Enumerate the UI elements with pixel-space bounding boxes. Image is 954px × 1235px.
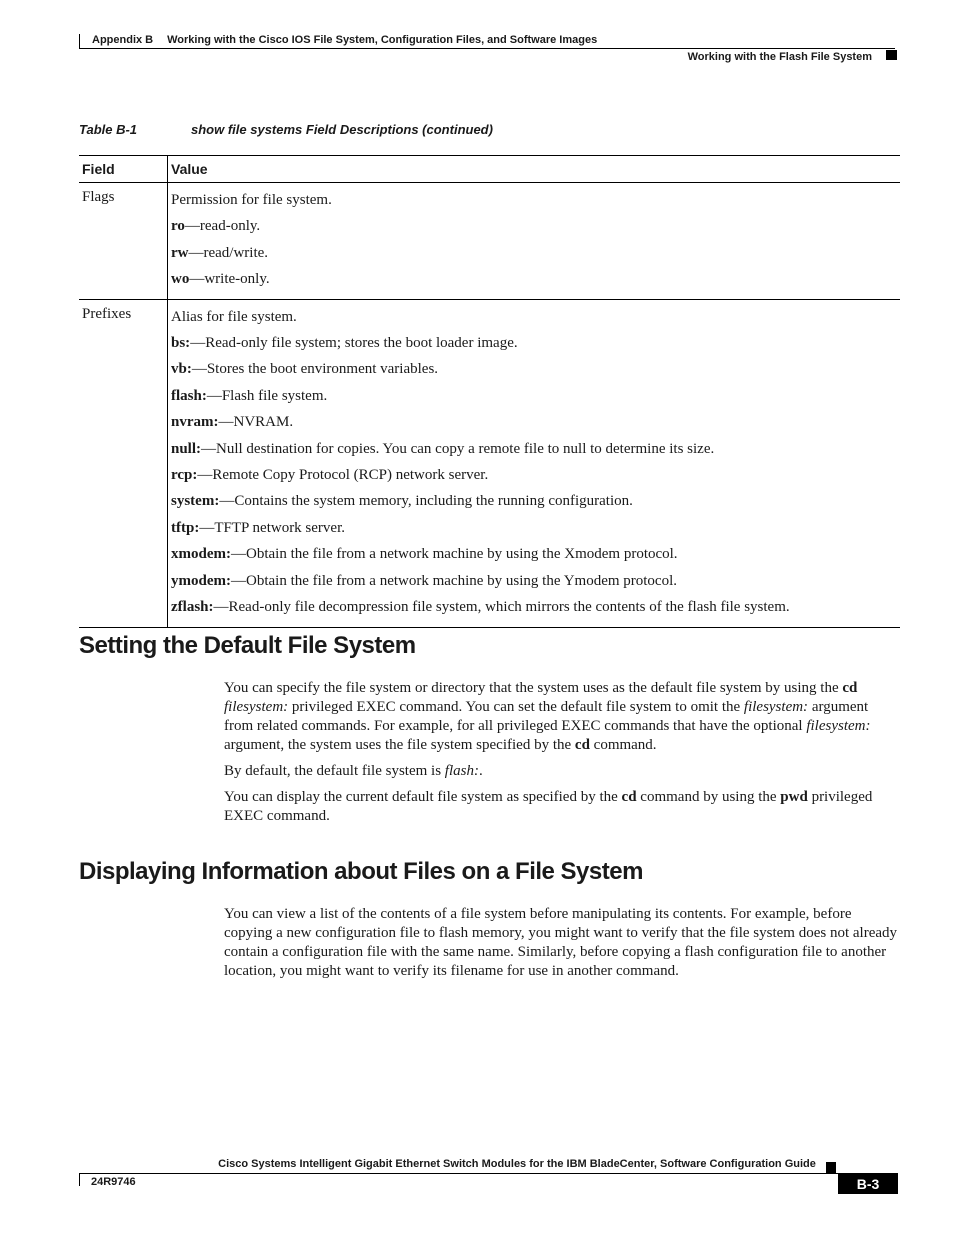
value-text: Alias for file system.	[171, 308, 297, 325]
value-text: —Read-only file decompression file system, which mirrors the contents of the flash file system.	[213, 599, 790, 616]
section-body-displaying-information	[224, 905, 900, 988]
column-header-field: Field	[79, 156, 168, 183]
value-term: ro	[171, 218, 185, 235]
value-line	[171, 330, 897, 356]
command-cd: cd	[621, 789, 637, 805]
table-header-row	[79, 156, 900, 183]
table-row-flags	[79, 183, 900, 300]
column-header-value: Value	[168, 156, 901, 183]
value-term: nvram:	[171, 414, 219, 431]
argument-filesystem: filesystem:	[806, 718, 871, 734]
section-body-default-file-system	[224, 679, 900, 833]
value-term: tftp:	[171, 519, 200, 536]
value-term: xmodem:	[171, 546, 231, 563]
text: You can specify the file system or directory that the system uses as the default file system by using the	[224, 680, 843, 696]
table-row-prefixes	[79, 299, 900, 627]
page-number: B-3	[838, 1173, 898, 1194]
paragraph	[224, 762, 900, 781]
value-term: flash:	[171, 387, 207, 404]
value-text: —Remote Copy Protocol (RCP) network server.	[197, 467, 489, 484]
value-text: —read/write.	[188, 244, 269, 261]
value-text: —Flash file system.	[206, 387, 328, 404]
text: privileged EXEC command.	[224, 789, 873, 824]
text: privileged EXEC command. You can set the default file system to omit the	[288, 699, 744, 715]
value-term: vb:	[171, 361, 192, 378]
value-line	[171, 436, 897, 462]
argument-flash: flash:	[444, 763, 479, 779]
value-text: —NVRAM.	[218, 414, 294, 431]
value-text: —Null destination for copies. You can copy a remote file to null to determine its size.	[201, 440, 715, 457]
field-cell: Prefixes	[79, 299, 168, 627]
field-cell: Flags	[79, 183, 168, 300]
value-text: —TFTP network server.	[199, 519, 345, 536]
paragraph	[224, 788, 900, 826]
section-heading-default-file-system: Setting the Default File System	[79, 632, 416, 659]
value-line	[171, 594, 897, 620]
table-caption-number: Table B-1	[79, 122, 138, 137]
value-line	[171, 488, 897, 514]
text: .	[478, 763, 483, 779]
value-text: —Obtain the file from a network machine by using the Ymodem protocol.	[231, 572, 678, 589]
field-descriptions-table	[79, 155, 900, 628]
header-chapter-title: Working with the Cisco IOS File System, Configuration Files, and Software Images	[167, 34, 598, 46]
value-line	[171, 568, 897, 594]
value-text: —Stores the boot environment variables.	[191, 361, 439, 378]
value-term: ymodem:	[171, 572, 231, 589]
footer-doc-number: 24R9746	[91, 1176, 136, 1188]
value-text: Permission for file system.	[171, 192, 332, 208]
command-pwd: pwd	[780, 789, 808, 805]
value-line	[171, 187, 897, 213]
value-cell	[168, 183, 901, 300]
value-line	[171, 356, 897, 382]
value-term: zflash:	[171, 599, 214, 616]
text: By default, the default file system is	[224, 763, 445, 779]
value-text: —Read-only file system; stores the boot loader image.	[190, 335, 518, 352]
footer-book-title: Cisco Systems Intelligent Gigabit Ethernet Switch Modules for the IBM BladeCenter, Software Configuration Guide	[218, 1158, 816, 1170]
header-section-title: Working with the Flash File System	[687, 51, 872, 63]
value-cell	[168, 299, 901, 627]
text: argument from related commands. For example, for all privileged EXEC commands that have the optional	[224, 699, 869, 734]
value-line	[171, 304, 897, 330]
value-term: rcp:	[171, 467, 198, 484]
header-marker-block	[886, 50, 897, 60]
value-line	[171, 383, 897, 409]
value-line	[171, 515, 897, 541]
table-caption	[79, 122, 493, 138]
value-line	[171, 541, 897, 567]
text: command by using the	[636, 789, 781, 805]
value-text: —Obtain the file from a network machine by using the Xmodem protocol.	[231, 546, 678, 563]
value-text: —read-only.	[184, 218, 261, 235]
text: argument, the system uses the file system specified by the	[224, 737, 575, 753]
value-text: —write-only.	[189, 271, 270, 288]
value-term: bs:	[171, 335, 191, 352]
header-appendix: Appendix B	[92, 34, 154, 46]
text: command.	[589, 737, 657, 753]
value-line	[171, 266, 897, 292]
value-term: rw	[171, 244, 189, 261]
command-cd: cd	[574, 737, 590, 753]
section-heading-displaying-information: Displaying Information about Files on a File System	[79, 858, 643, 885]
value-line	[171, 240, 897, 266]
argument-filesystem: filesystem:	[224, 699, 289, 715]
footer-rule	[79, 1173, 838, 1186]
paragraph	[224, 679, 900, 755]
text: You can display the current default file system as specified by the	[224, 789, 622, 805]
value-line	[171, 409, 897, 435]
footer-marker-block	[826, 1162, 836, 1173]
value-term: null:	[171, 440, 202, 457]
table-caption-title: show file systems Field Descriptions (continued)	[191, 122, 493, 137]
value-term: wo	[171, 271, 190, 288]
running-header	[79, 34, 895, 49]
value-text: —Contains the system memory, including the running configuration.	[219, 493, 633, 510]
command-cd: cd	[842, 680, 858, 696]
value-line	[171, 462, 897, 488]
value-term: system:	[171, 493, 220, 510]
argument-filesystem: filesystem:	[743, 699, 809, 715]
paragraph: You can view a list of the contents of a file system before manipulating its contents. For example, before copying a new configuration file to flash memory, you might want to verify that the file system does not already contain a configuration file with the same name. Similarly, before copying a flash configuration file to another location, you might want to verify its filename for use in another command.	[224, 906, 898, 979]
value-line	[171, 213, 897, 239]
